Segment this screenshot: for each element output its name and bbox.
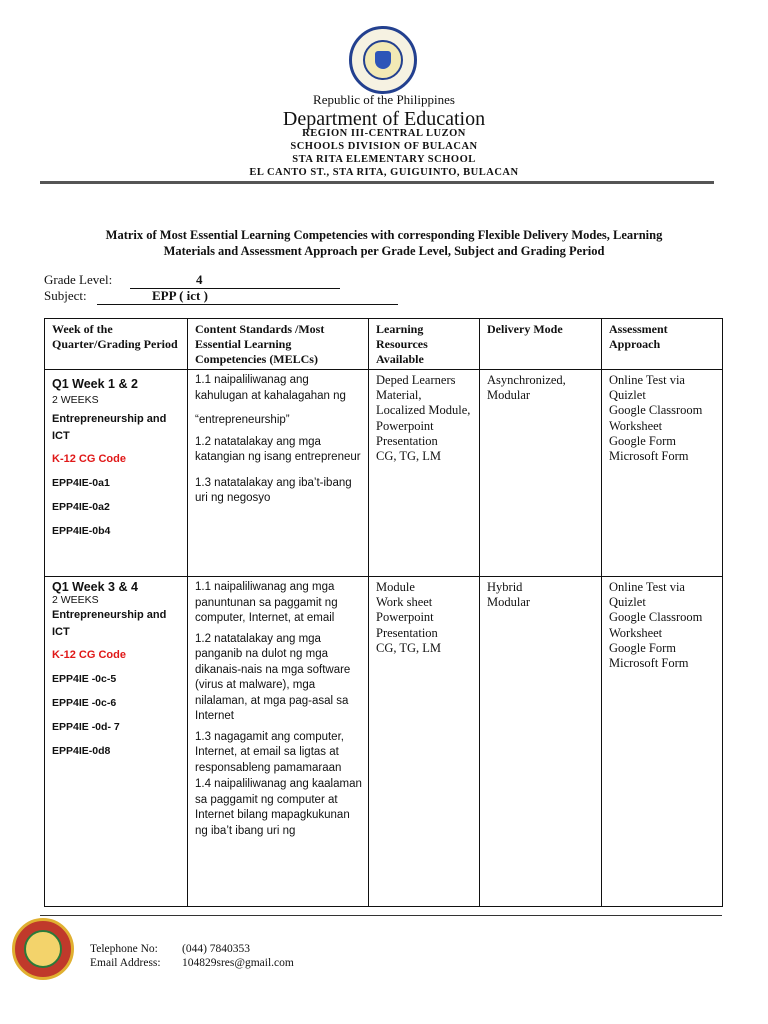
header-assessment: Assessment Approach (602, 319, 723, 370)
resource-item: CG, TG, LM (376, 449, 442, 464)
subject-value-line (97, 288, 398, 305)
resource-item: Powerpoint Presentation (376, 418, 438, 448)
grade-level-field (44, 272, 203, 288)
header-melcs: Content Standards /Most Essential Learning Competencies (MELCs) (188, 319, 369, 370)
assessment-item: Online Test via Quizlet (609, 373, 685, 403)
resource-item: CG, TG, LM (376, 640, 442, 655)
resources-cell (369, 577, 480, 907)
resource-item: Module (376, 580, 415, 594)
header-delivery: Delivery Mode (480, 319, 602, 370)
grade-level-label: Grade Level: (44, 272, 113, 287)
melc-item: “entrepreneurship” (195, 414, 290, 426)
resource-item: Deped Learners Material, (376, 373, 456, 403)
melc-cell (188, 370, 369, 577)
competency-code: EPP4IE-0a1 (52, 477, 110, 489)
cg-code-label: K-12 CG Code (52, 649, 126, 661)
subject-area: Entrepreneurship and ICT (52, 413, 167, 442)
delivery-item: Modular (487, 388, 531, 403)
melc-item: 1.3 nagagamit ang computer, Internet, at email sa ligtas at responsableng pamamaraan (195, 730, 344, 774)
delivery-cell (480, 370, 602, 577)
assessment-item: Google Classroom (609, 403, 703, 418)
week-label: Q1 Week 3 & 4 (52, 580, 138, 594)
assessment-item: Microsoft Form (609, 656, 689, 671)
competency-code: EPP4IE -0c-5 (52, 673, 117, 685)
email-label: Email Address: (90, 957, 161, 969)
melc-item: 1.4 naipaliliwanag ang kaalaman sa paggamit ng computer at Internet bilang mapagkukunan ng iba’t ibang uri ng (195, 778, 362, 837)
assessment-item: Worksheet (609, 625, 663, 640)
melc-item: 1.2 natatalakay ang mga katangian ng isang entrepreneur (195, 435, 361, 463)
department-title: Department of Education (282, 108, 486, 130)
subject-value: EPP ( ict ) (152, 288, 208, 303)
competency-code: EPP4IE-0d8 (52, 745, 111, 757)
competency-code: EPP4IE-0b4 (52, 525, 111, 537)
assessment-item: Microsoft Form (609, 449, 689, 464)
telephone-value: (044) 7840353 (182, 943, 251, 955)
assessment-item: Worksheet (609, 418, 663, 433)
melc-cell (188, 577, 369, 907)
school-address: EL CANTO ST., STA RITA, GUIGUINTO, BULACAN (249, 167, 519, 178)
assessment-item: Google Classroom (609, 610, 703, 625)
region-text: REGION III-CENTRAL LUZON (302, 128, 466, 139)
melc-matrix-table (44, 318, 723, 907)
delivery-item: Hybrid (487, 580, 523, 594)
assessment-item: Google Form (609, 640, 677, 655)
email-value: 104829sres@gmail.com (182, 957, 294, 969)
telephone-label: Telephone No: (90, 943, 158, 955)
school-logo (12, 918, 74, 980)
assessment-cell (602, 577, 723, 907)
resource-item: Localized Module, (376, 403, 471, 418)
competency-code: EPP4IE -0c-6 (52, 697, 117, 709)
subject-area: Entrepreneurship and ICT (52, 609, 167, 638)
competency-code: EPP4IE-0a2 (52, 501, 110, 513)
melc-item: 1.1 naipaliliwanag ang mga panuntunan sa paggamit ng computer, Internet, at email (195, 581, 338, 624)
footer-divider (40, 915, 722, 916)
week-cell (45, 577, 188, 907)
deped-seal-logo (349, 26, 417, 94)
resources-cell (369, 370, 480, 577)
title-line-2: Materials and Assessment Approach per Grade Level, Subject and Grading Period (163, 243, 605, 258)
competency-code: EPP4IE -0d- 7 (52, 721, 120, 733)
grade-level-value: 4 (196, 272, 203, 287)
melc-item: 1.1 naipaliliwanag ang kahulugan at kahalagahan ng (195, 374, 346, 402)
subject-label: Subject: (44, 288, 87, 303)
subject-field (44, 288, 208, 304)
week-cell (45, 370, 188, 577)
header-week: Week of the Quarter/Grading Period (45, 319, 188, 370)
assessment-item: Online Test via Quizlet (609, 580, 685, 610)
assessment-item: Google Form (609, 433, 677, 448)
melc-item: 1.2 natatalakay ang mga panganib na dulot ng mga dikanais-nais na mga software (virus at malware), mga nilalaman, at mga pag-asal sa Internet (195, 632, 351, 722)
week-label: Q1 Week 1 & 2 (52, 377, 138, 391)
header-divider (40, 181, 714, 184)
header-resources: Learning Resources Available (369, 319, 480, 370)
cg-code-label: K-12 CG Code (52, 453, 126, 465)
division-text: SCHOOLS DIVISION OF BULACAN (290, 141, 478, 152)
delivery-cell (480, 577, 602, 907)
delivery-item: Modular (487, 595, 531, 610)
delivery-item: Asynchronized, (487, 373, 566, 387)
table-header-row (45, 319, 723, 370)
duration-label: 2 WEEKS (52, 394, 99, 406)
school-name: STA RITA ELEMENTARY SCHOOL (292, 154, 476, 165)
table-row (45, 370, 723, 577)
republic-text: Republic of the Philippines (313, 92, 455, 107)
assessment-cell (602, 370, 723, 577)
grade-level-value-line (130, 272, 340, 289)
table-row (45, 577, 723, 907)
document-title (40, 228, 728, 259)
resource-item: Powerpoint Presentation (376, 610, 438, 640)
title-line-1: Matrix of Most Essential Learning Competencies with corresponding Flexible Delivery Modes, Learning (105, 228, 663, 242)
resource-item: Work sheet (376, 595, 433, 610)
melc-item: 1.3 natatalakay ang iba’t-ibang uri ng negosyo (195, 476, 352, 504)
duration-label: 2 WEEKS (52, 594, 99, 606)
